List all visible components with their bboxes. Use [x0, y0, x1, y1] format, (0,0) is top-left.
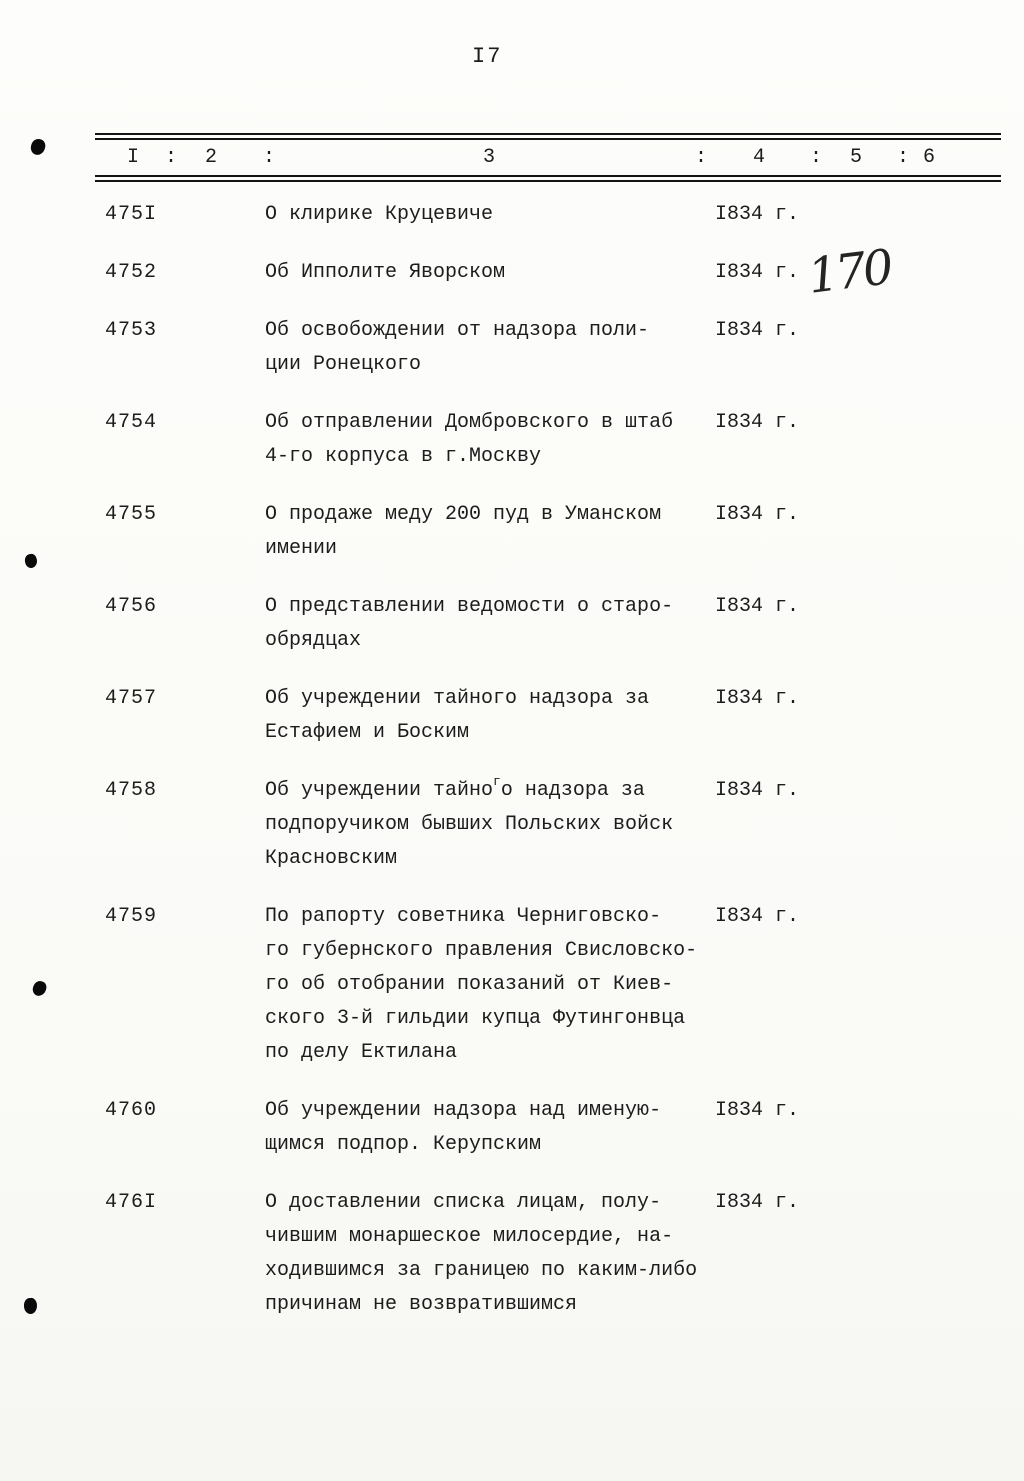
case-number: 4752: [105, 261, 158, 284]
case-title: [265, 900, 715, 1070]
page-number: I7: [472, 44, 503, 69]
table-row: [0, 198, 1024, 232]
case-title-line: го губернского правления Свисловско-: [265, 939, 698, 962]
case-title-line: Об учреждении тайно$^г$о надзора за: [265, 774, 645, 802]
inserted-letter: г: [493, 774, 501, 790]
case-title-line: подпоручиком бывших Польских войск: [265, 813, 674, 836]
case-title-line: Об учреждении тайного надзора за: [265, 687, 650, 710]
case-number: 4759: [105, 905, 158, 928]
table-row: [0, 1186, 1024, 1322]
header-rule-top: [95, 133, 1001, 140]
case-title-line: чившим монаршеское милосердие, на-: [265, 1225, 674, 1248]
table-header: [95, 133, 1001, 182]
case-title-line: О доставлении списка лицам, полу-: [265, 1191, 662, 1214]
table-row: [0, 314, 1024, 382]
case-title-line: Об отправлении Домбровского в штаб: [265, 411, 674, 434]
case-title-line: го об отобрании показаний от Киев-: [265, 973, 674, 996]
case-title-line: по делу Ектилана: [265, 1041, 458, 1064]
table-row: [0, 406, 1024, 474]
case-title-line: ского 3-й гильдии купца Футингонвца: [265, 1007, 686, 1030]
column-header-4: 4: [753, 146, 766, 169]
case-number: 475I: [105, 203, 158, 226]
case-title-line: По рапорту советника Черниговско-: [265, 905, 662, 928]
column-header-3: 3: [483, 146, 496, 169]
case-title: [265, 682, 715, 750]
column-header-1: I: [127, 146, 140, 169]
case-title-line: ходившимся за границею по каким-либо: [265, 1259, 698, 1282]
case-title: [265, 590, 715, 658]
case-title-line: Об Ипполите Яворском: [265, 261, 506, 284]
case-year: I834 г.: [715, 905, 800, 928]
table-row: [0, 1094, 1024, 1162]
case-title-line: О представлении ведомости о старо-: [265, 595, 674, 618]
case-number: 476I: [105, 1191, 158, 1214]
table-row: [0, 682, 1024, 750]
case-title-line: имении: [265, 537, 338, 560]
case-title-line: причинам не возвратившимся: [265, 1293, 578, 1316]
case-title: [265, 256, 715, 290]
ink-blot: [29, 137, 47, 156]
table-row: [0, 590, 1024, 658]
column-separator: :: [263, 146, 276, 169]
case-title-line: Об освобождении от надзора поли-: [265, 319, 650, 342]
case-title-line: О клирике Круцевиче: [265, 203, 494, 226]
case-year: I834 г.: [715, 411, 800, 434]
case-year: I834 г.: [715, 503, 800, 526]
case-title-line: щимся подпор. Керупским: [265, 1133, 542, 1156]
column-header-6: 6: [923, 146, 936, 169]
case-title: [265, 314, 715, 382]
case-number: 4756: [105, 595, 158, 618]
case-year: I834 г.: [715, 319, 800, 342]
column-separator: :: [810, 146, 823, 169]
case-title: [265, 198, 715, 232]
case-title-line: обрядцах: [265, 629, 362, 652]
column-separator: :: [897, 146, 910, 169]
case-number: 4760: [105, 1099, 158, 1122]
case-title-line: Естафием и Боским: [265, 721, 470, 744]
case-year: I834 г.: [715, 1099, 800, 1122]
case-title: [265, 406, 715, 474]
case-number: 4753: [105, 319, 158, 342]
header-rule-bottom: [95, 175, 1001, 182]
case-year: I834 г.: [715, 261, 800, 284]
column-separator: :: [165, 146, 178, 169]
table-row: [0, 900, 1024, 1070]
case-number: 4754: [105, 411, 158, 434]
case-number: 4755: [105, 503, 158, 526]
case-title: [265, 1186, 715, 1322]
case-title: [265, 1094, 715, 1162]
case-year: I834 г.: [715, 595, 800, 618]
case-title: [265, 498, 715, 566]
case-year: I834 г.: [715, 687, 800, 710]
handwritten-annotation: 170: [804, 239, 894, 305]
column-header-2: 2: [205, 146, 218, 169]
case-number: 4758: [105, 779, 158, 802]
case-title-line: Красновским: [265, 847, 398, 870]
case-title-line: ции Ронецкого: [265, 353, 422, 376]
case-number: 4757: [105, 687, 158, 710]
case-year: I834 г.: [715, 203, 800, 226]
case-title-line: О продаже меду 200 пуд в Уманском: [265, 503, 662, 526]
register-rows: [0, 198, 1024, 1346]
table-row: [0, 774, 1024, 876]
case-title-line: 4-го корпуса в г.Москву: [265, 445, 542, 468]
case-year: I834 г.: [715, 1191, 800, 1214]
column-separator: :: [695, 146, 708, 169]
case-title-line: Об учреждении надзора над именую-: [265, 1099, 662, 1122]
table-row: [0, 498, 1024, 566]
column-header-5: 5: [850, 146, 863, 169]
case-year: I834 г.: [715, 779, 800, 802]
case-title: [265, 774, 715, 876]
